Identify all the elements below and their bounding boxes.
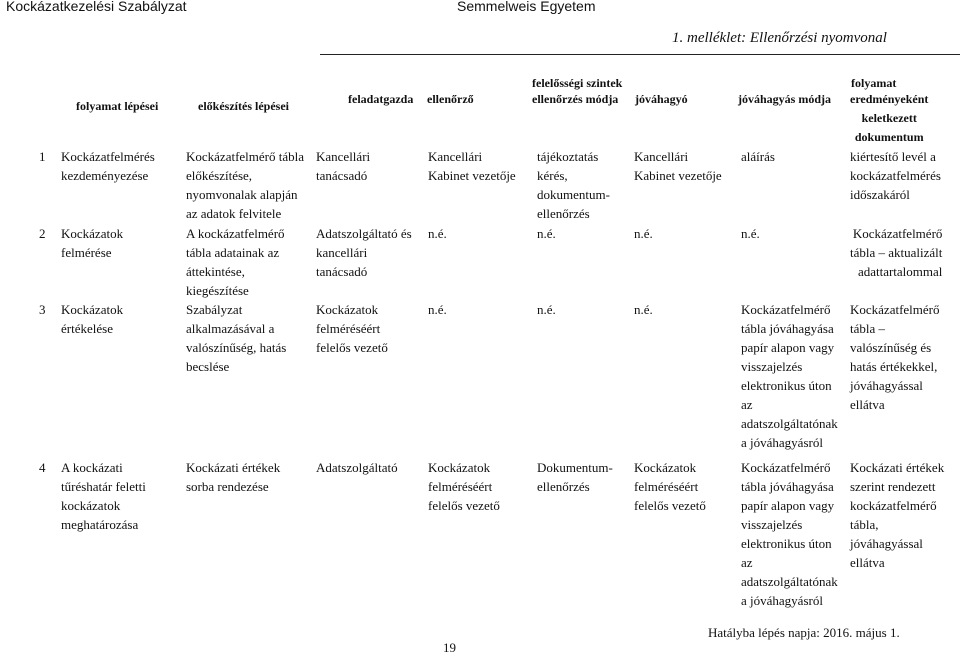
approval-method: n.é. [741, 226, 760, 241]
approver: Kockázatok felméréséért felelős vezető [634, 460, 706, 513]
row-number: 4 [39, 460, 46, 475]
controller: Kockázatok felméréséért felelős vezető [428, 460, 500, 513]
controller: n.é. [428, 302, 447, 317]
col-header-approver: jóváhagyó [635, 92, 688, 106]
effective-date: Hatályba lépés napja: 2016. május 1. [708, 625, 900, 640]
result-document: Kockázati értékek szerint rendezett kockázatfelmérő tábla, jóváhagyással ellátva [850, 460, 945, 570]
preparation-step: Szabályzat alkalmazásával a valószínűség, hatás becslése [186, 302, 287, 374]
group-header-responsibility: felelősségi szintek [532, 76, 623, 90]
result-document: kiértesítő levél a kockázatfelmérés időszakáról [850, 149, 941, 202]
control-method: Dokumentum- ellenőrzés [537, 460, 613, 494]
process-step: A kockázati tűréshatár feletti kockázatok meghatározása [61, 460, 146, 532]
approver: n.é. [634, 226, 653, 241]
preparation-step: A kockázatfelmérő tábla adatainak az áttekintése, kiegészítése [186, 226, 285, 298]
approval-method: aláírás [741, 149, 775, 164]
approver: Kancellári Kabinet vezetője [634, 149, 722, 183]
col-header-steps: folyamat lépései [76, 99, 159, 113]
control-method: n.é. [537, 302, 556, 317]
preparer: Kockázatok felméréséért felelős vezető [316, 302, 388, 355]
group-header-process: folyamat [851, 76, 897, 90]
col-header-controller: ellenőrző [427, 92, 474, 106]
approval-method: Kockázatfelmérő tábla jóváhagyása papír alapon vagy visszajelzés elektronikus úton az adatszolgáltatónak a jóváhagyásról [741, 460, 838, 608]
row-number: 2 [39, 226, 46, 241]
approval-method: Kockázatfelmérő tábla jóváhagyása papír alapon vagy visszajelzés elektronikus úton az adatszolgáltatónak a jóváhagyásról [741, 302, 838, 450]
approver: n.é. [634, 302, 653, 317]
preparer: Kancellári tanácsadó [316, 149, 371, 183]
control-method: tájékoztatás kérés, dokumentum- ellenőrzés [537, 149, 610, 221]
header-rule [320, 54, 960, 55]
preparer: Adatszolgáltató [316, 460, 398, 475]
document-title: Kockázatkezelési Szabályzat [6, 0, 187, 14]
col-header-approval-method: jóváhagyás módja [738, 92, 832, 106]
preparer: Adatszolgáltató és kancellári tanácsadó [316, 226, 412, 279]
control-method: n.é. [537, 226, 556, 241]
page-number: 19 [443, 640, 456, 655]
process-step: Kockázatfelmérés kezdeményezése [61, 149, 155, 183]
col-header-preparer: feladatgazda [348, 92, 414, 106]
process-step: Kockázatok értékelése [61, 302, 124, 336]
process-step: Kockázatok felmérése [61, 226, 124, 260]
page-header [0, 0, 960, 16]
annex-title: 1. melléklet: Ellenőrzési nyomvonal [672, 30, 887, 46]
preparation-step: Kockázati értékek sorba rendezése [186, 460, 281, 494]
controller: n.é. [428, 226, 447, 241]
controller: Kancellári Kabinet vezetője [428, 149, 516, 183]
result-document: Kockázatfelmérő tábla – valószínűség és hatás értékekkel, jóváhagyással ellátva [850, 302, 940, 412]
col-header-result-document: eredményeként keletkezett dokumentum [850, 92, 929, 144]
row-number: 3 [39, 302, 46, 317]
col-header-control-method: ellenőrzés módja [532, 92, 619, 106]
result-document: Kockázatfelmérő tábla – aktualizált adattartalommal [850, 226, 943, 279]
preparation-step: Kockázatfelmérő tábla előkészítése, nyomvonalak alapján az adatok felvitele [186, 149, 305, 221]
institution-name: Semmelweis Egyetem [457, 0, 596, 14]
row-number: 1 [39, 149, 46, 164]
col-header-prep-steps: előkészítés lépései [198, 99, 289, 113]
